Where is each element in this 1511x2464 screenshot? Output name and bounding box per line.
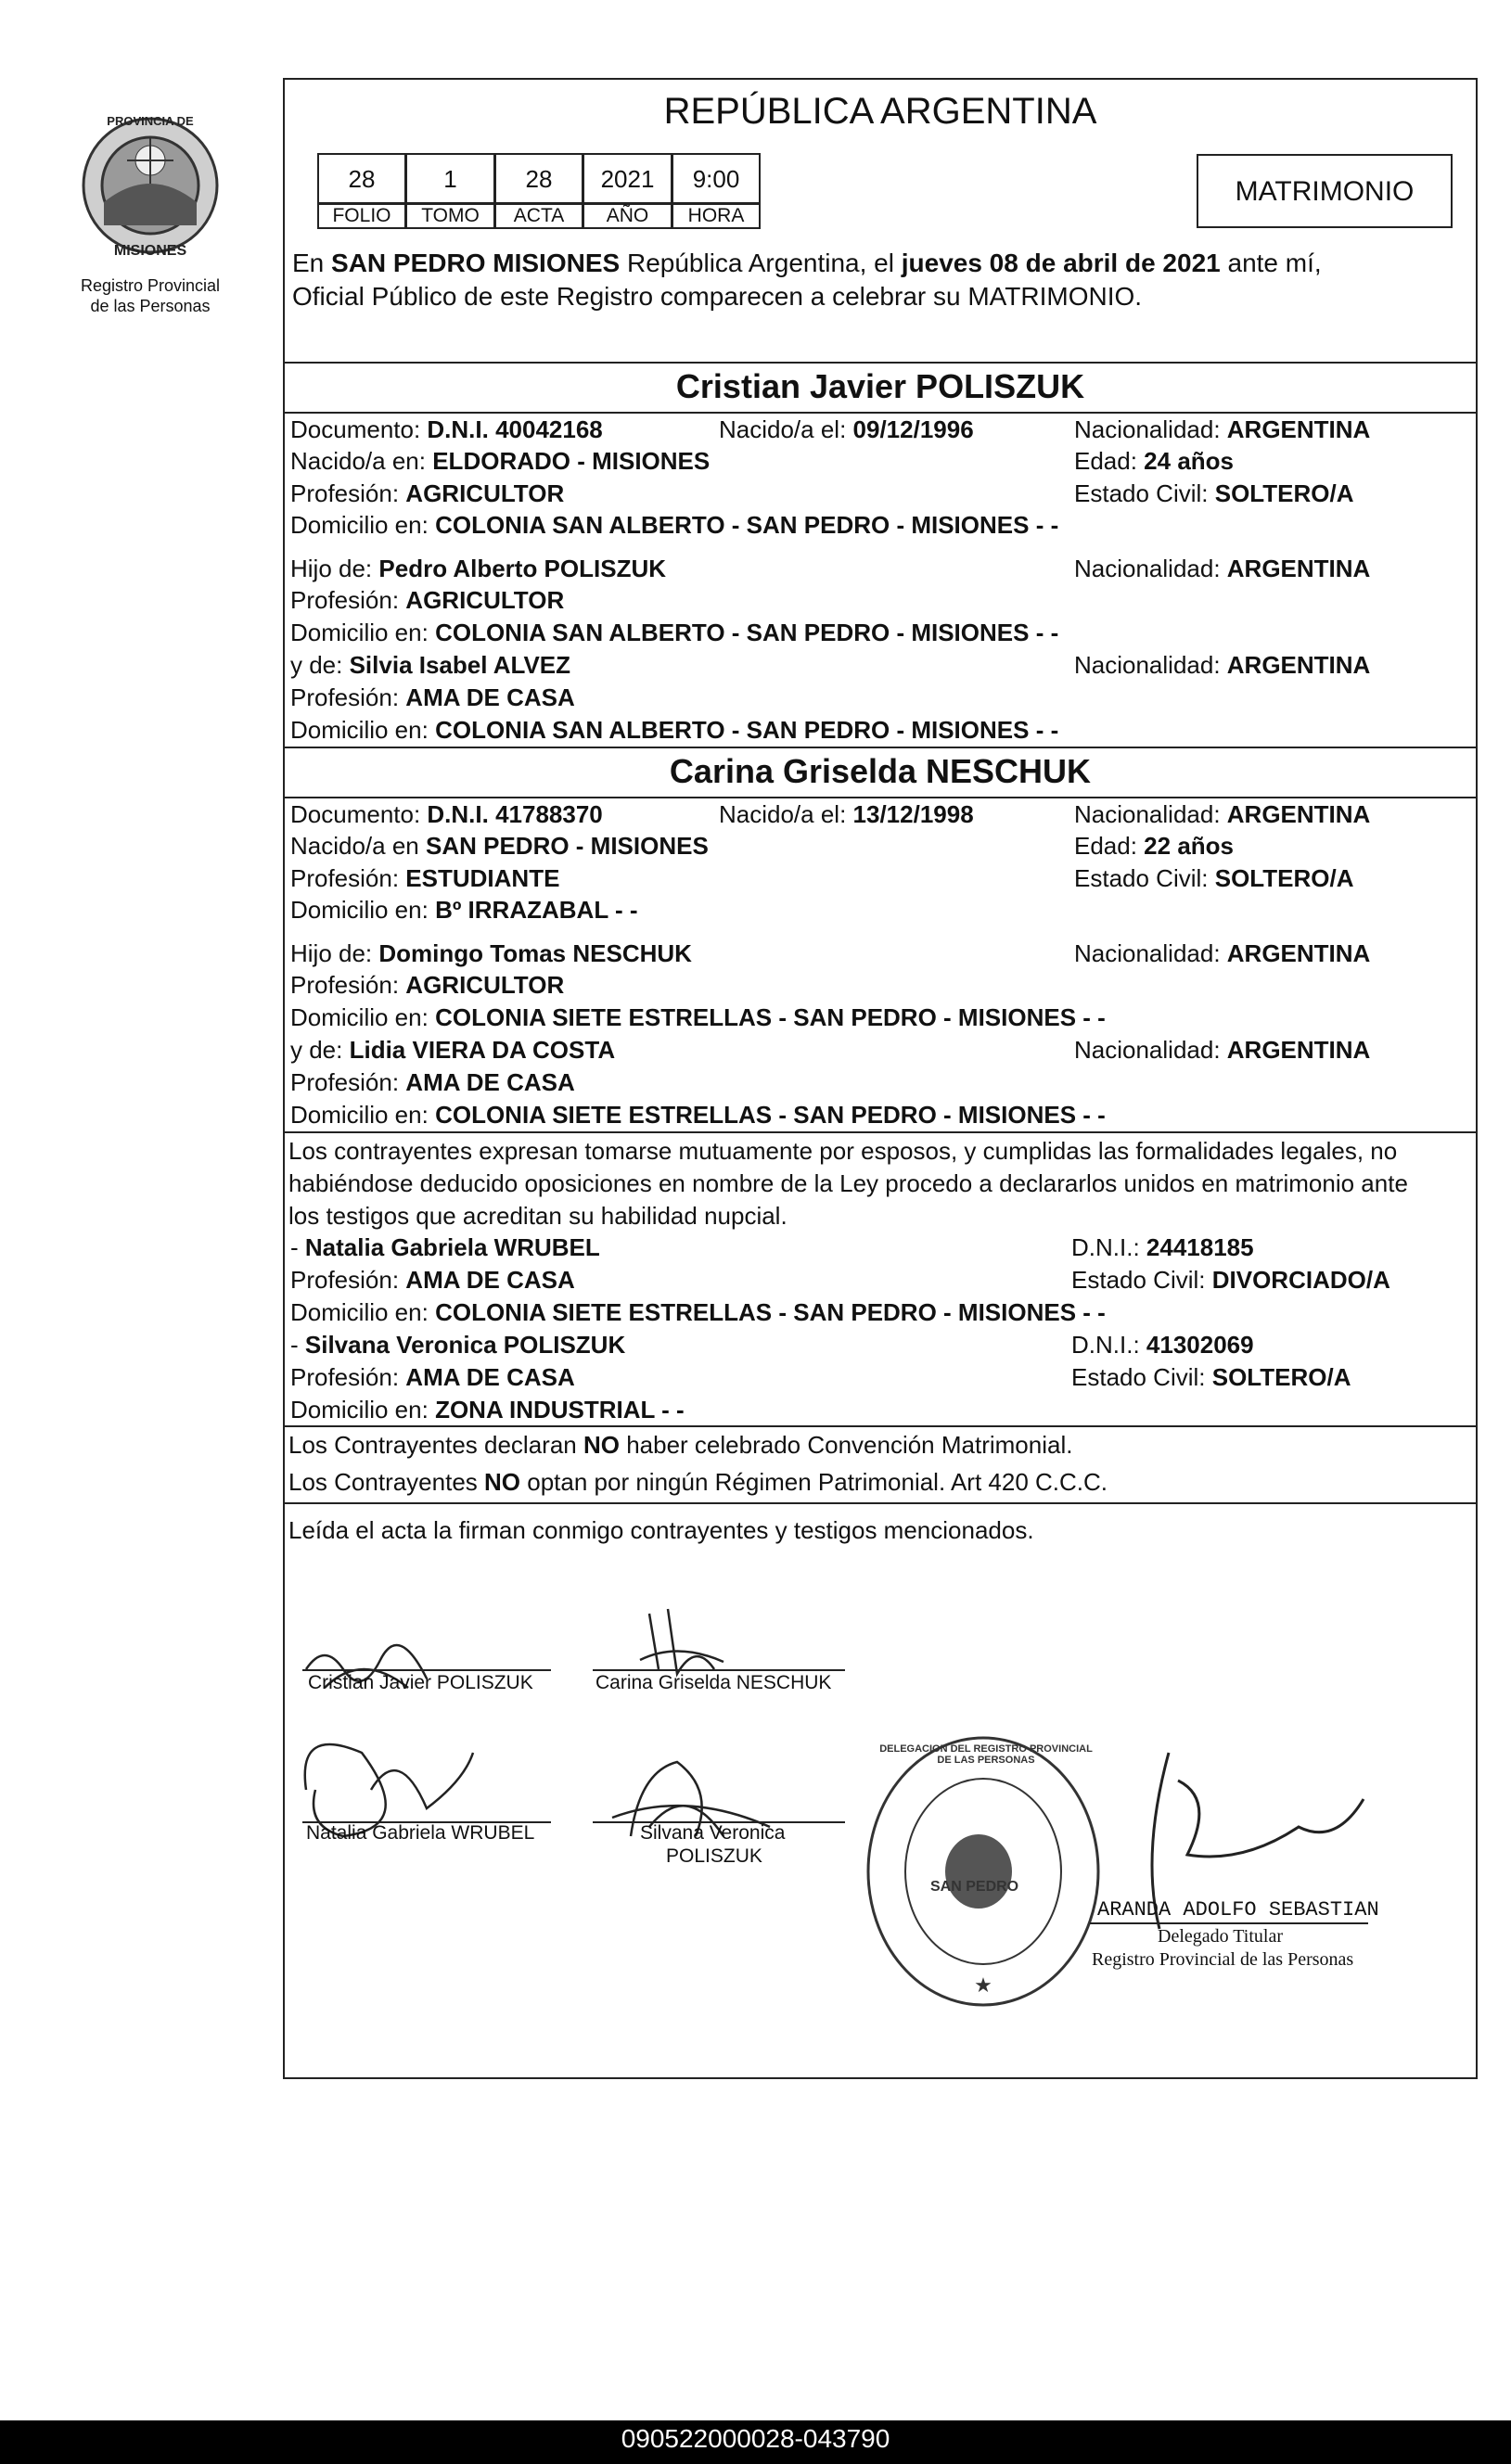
regime-line-1: Los Contrayentes declaran NO haber celebrado Convención Matrimonial. bbox=[288, 1431, 1073, 1459]
spouse2-document: Documento: D.N.I. 41788370 bbox=[290, 800, 603, 828]
spouse2-father-address: Domicilio en: COLONIA SIETE ESTRELLAS - SAN PEDRO - MISIONES - - bbox=[290, 1003, 1106, 1031]
tomo-value: 1 bbox=[405, 153, 495, 204]
witness2-dni: D.N.I.: 41302069 bbox=[1071, 1331, 1254, 1359]
acta-label: ACTA bbox=[494, 203, 583, 229]
closing-statement: Leída el acta la firman conmigo contrayentes y testigos mencionados. bbox=[288, 1516, 1034, 1544]
witness1-civil-status: Estado Civil: DIVORCIADO/A bbox=[1071, 1266, 1390, 1294]
declaration-line-3: los testigos que acreditan su habilidad nupcial. bbox=[288, 1202, 788, 1230]
spouse1-mother-nationality: Nacionalidad: ARGENTINA bbox=[1074, 651, 1371, 679]
intro-line-1: En SAN PEDRO MISIONES República Argentina, el jueves 08 de abril de 2021 ante mí, bbox=[292, 249, 1322, 277]
spouse1-mother: y de: Silvia Isabel ALVEZ bbox=[290, 651, 571, 679]
witness2-profession: Profesión: AMA DE CASA bbox=[290, 1363, 575, 1391]
spouse1-father-profession: Profesión: AGRICULTOR bbox=[290, 586, 565, 614]
spouse1-profession: Profesión: AGRICULTOR bbox=[290, 479, 565, 507]
spouse2-birthplace: Nacido/a en SAN PEDRO - MISIONES bbox=[290, 832, 709, 860]
spouse2-age: Edad: 22 años bbox=[1074, 832, 1234, 860]
tomo-label: TOMO bbox=[405, 203, 495, 229]
spouse1-father: Hijo de: Pedro Alberto POLISZUK bbox=[290, 555, 667, 582]
spouse1-father-nationality: Nacionalidad: ARGENTINA bbox=[1074, 555, 1371, 582]
spouse1-civil-status: Estado Civil: SOLTERO/A bbox=[1074, 479, 1354, 507]
logo-top-text: PROVINCIA DE bbox=[107, 114, 194, 128]
spouse1-mother-profession: Profesión: AMA DE CASA bbox=[290, 683, 575, 711]
signature-name-1: Cristian Javier POLISZUK bbox=[308, 1672, 533, 1693]
logo-caption-2: de las Personas bbox=[90, 297, 211, 315]
witness1-dni: D.N.I.: 24418185 bbox=[1071, 1233, 1254, 1261]
spouse1-age: Edad: 24 años bbox=[1074, 447, 1234, 475]
footer-code: 090522000028-043790 bbox=[621, 2424, 890, 2453]
spouse2-father-nationality: Nacionalidad: ARGENTINA bbox=[1074, 939, 1371, 967]
witness2-address: Domicilio en: ZONA INDUSTRIAL - - bbox=[290, 1396, 685, 1424]
declaration-line-2: habiéndose deducido oposiciones en nombre de la Ley procedo a declararlos unidos en matrimonio ante bbox=[288, 1169, 1408, 1197]
spouse1-born: Nacido/a el: 09/12/1996 bbox=[719, 415, 974, 443]
spouse2-mother-nationality: Nacionalidad: ARGENTINA bbox=[1074, 1036, 1371, 1064]
spouse1-father-address: Domicilio en: COLONIA SAN ALBERTO - SAN PEDRO - MISIONES - - bbox=[290, 619, 1059, 646]
spouse2-nationality: Nacionalidad: ARGENTINA bbox=[1074, 800, 1371, 828]
seal-center-text: SAN PEDRO bbox=[930, 1879, 1019, 1895]
signature-name-4a: Silvana Veronica bbox=[640, 1822, 786, 1844]
spouse2-mother-profession: Profesión: AMA DE CASA bbox=[290, 1068, 575, 1096]
official-role: Delegado Titular bbox=[1158, 1926, 1283, 1947]
spouse2-address: Domicilio en: Bº IRRAZABAL - - bbox=[290, 896, 638, 924]
witness2-civil-status: Estado Civil: SOLTERO/A bbox=[1071, 1363, 1351, 1391]
spouse2-name: Carina Griselda NESCHUK bbox=[669, 752, 1092, 790]
logo-bottom-text: MISIONES bbox=[113, 243, 187, 259]
regime-line-2: Los Contrayentes NO optan por ningún Régimen Patrimonial. Art 420 C.C.C. bbox=[288, 1468, 1108, 1496]
witness1-name: - Natalia Gabriela WRUBEL bbox=[290, 1233, 600, 1261]
signature-name-3: Natalia Gabriela WRUBEL bbox=[306, 1822, 535, 1844]
spouse2-born: Nacido/a el: 13/12/1998 bbox=[719, 800, 974, 828]
spouse2-father-profession: Profesión: AGRICULTOR bbox=[290, 971, 565, 999]
spouse2-mother: y de: Lidia VIERA DA COSTA bbox=[290, 1036, 616, 1064]
spouse1-address: Domicilio en: COLONIA SAN ALBERTO - SAN PEDRO - MISIONES - - bbox=[290, 511, 1059, 539]
official-name: ARANDA ADOLFO SEBASTIAN bbox=[1097, 1898, 1379, 1921]
spouse1-nationality: Nacionalidad: ARGENTINA bbox=[1074, 415, 1371, 443]
acta-value: 28 bbox=[494, 153, 583, 204]
seal-ring-text: DELEGACION DEL REGISTRO PROVINCIAL DE LAS PERSONAS bbox=[879, 1743, 1093, 1766]
intro-line-2: Oficial Público de este Registro comparecen a celebrar su MATRIMONIO. bbox=[292, 282, 1143, 311]
spouse2-profession: Profesión: ESTUDIANTE bbox=[290, 864, 560, 892]
witness2-name: - Silvana Veronica POLISZUK bbox=[290, 1331, 626, 1359]
spouse1-birthplace: Nacido/a en: ELDORADO - MISIONES bbox=[290, 447, 711, 475]
declaration-line-1: Los contrayentes expresan tomarse mutuamente por esposos, y cumplidas las formalidades legales, no bbox=[288, 1137, 1398, 1165]
signature-name-2: Carina Griselda NESCHUK bbox=[595, 1672, 832, 1693]
svg-text:★: ★ bbox=[974, 1973, 992, 1997]
signature-name-4b: POLISZUK bbox=[666, 1845, 762, 1867]
hora-label: HORA bbox=[672, 203, 761, 229]
spouse2-civil-status: Estado Civil: SOLTERO/A bbox=[1074, 864, 1354, 892]
folio-label: FOLIO bbox=[317, 203, 406, 229]
spouse2-mother-address: Domicilio en: COLONIA SIETE ESTRELLAS - SAN PEDRO - MISIONES - - bbox=[290, 1101, 1106, 1129]
hora-value: 9:00 bbox=[672, 153, 761, 204]
spouse1-mother-address: Domicilio en: COLONIA SAN ALBERTO - SAN PEDRO - MISIONES - - bbox=[290, 716, 1059, 744]
witness1-profession: Profesión: AMA DE CASA bbox=[290, 1266, 575, 1294]
anio-label: AÑO bbox=[583, 203, 672, 229]
official-signature bbox=[1057, 1743, 1391, 1985]
witness1-address: Domicilio en: COLONIA SIETE ESTRELLAS - SAN PEDRO - MISIONES - - bbox=[290, 1298, 1106, 1326]
logo-caption-1: Registro Provincial bbox=[80, 276, 221, 295]
spouse1-document: Documento: D.N.I. 40042168 bbox=[290, 415, 603, 443]
page-title: REPÚBLICA ARGENTINA bbox=[663, 91, 1097, 132]
anio-value: 2021 bbox=[583, 153, 672, 204]
folio-value: 28 bbox=[317, 153, 406, 204]
record-type-badge: MATRIMONIO bbox=[1197, 154, 1453, 228]
spouse2-father: Hijo de: Domingo Tomas NESCHUK bbox=[290, 939, 692, 967]
official-office: Registro Provincial de las Personas bbox=[1092, 1949, 1354, 1970]
spouse1-name: Cristian Javier POLISZUK bbox=[675, 367, 1085, 405]
